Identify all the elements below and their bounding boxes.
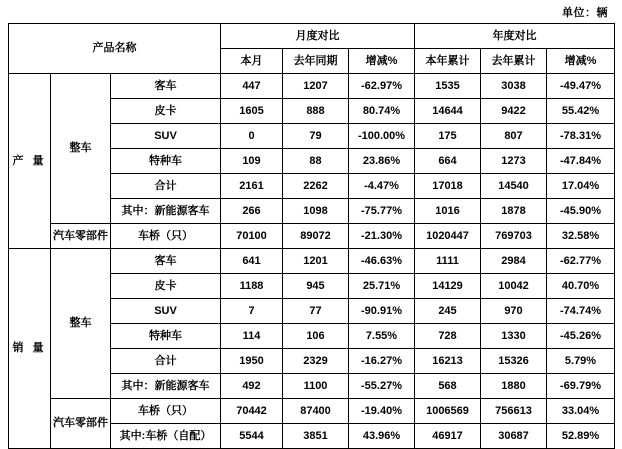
cell-value: 568 <box>415 374 481 399</box>
cell-value: 769703 <box>481 224 547 249</box>
cell-value: 32.58% <box>547 224 615 249</box>
cell-value: 43.96% <box>349 424 415 449</box>
subgroup-auto-parts-production: 汽车零部件 <box>51 224 111 249</box>
cell-value: -90.91% <box>349 299 415 324</box>
header-col-last-year-ytd: 去年累计 <box>481 49 547 74</box>
row-label: 客车 <box>111 74 221 99</box>
cell-value: 1111 <box>415 249 481 274</box>
cell-value: 114 <box>221 324 283 349</box>
unit-label: 单位：辆 <box>562 7 608 19</box>
cell-value: 30687 <box>481 424 547 449</box>
cell-value: 945 <box>283 274 349 299</box>
cell-value: 245 <box>415 299 481 324</box>
row-label: SUV <box>111 299 221 324</box>
table-row <box>9 74 615 99</box>
cell-value: 2329 <box>283 349 349 374</box>
row-label: SUV <box>111 124 221 149</box>
cell-value: 17018 <box>415 174 481 199</box>
cell-value: 2984 <box>481 249 547 274</box>
cell-value: 70442 <box>221 399 283 424</box>
header-col-change-year: 增减% <box>547 49 615 74</box>
cell-value: 3038 <box>481 74 547 99</box>
cell-value: 46917 <box>415 424 481 449</box>
table-header-row-group <box>9 24 615 49</box>
header-year-group: 年度对比 <box>415 24 615 49</box>
cell-value: 2262 <box>283 174 349 199</box>
cell-value: 70100 <box>221 224 283 249</box>
cell-value: -100.00% <box>349 124 415 149</box>
production-sales-table <box>8 23 615 449</box>
cell-value: 14129 <box>415 274 481 299</box>
cell-value: 3851 <box>283 424 349 449</box>
cell-value: 888 <box>283 99 349 124</box>
row-label: 其中：新能源客车 <box>111 374 221 399</box>
cell-value: 89072 <box>283 224 349 249</box>
cell-value: 641 <box>221 249 283 274</box>
cell-value: 40.70% <box>547 274 615 299</box>
cell-value: -46.63% <box>349 249 415 274</box>
row-label: 车桥（只） <box>111 399 221 424</box>
cell-value: -69.79% <box>547 374 615 399</box>
cell-value: 492 <box>221 374 283 399</box>
cell-value: 1100 <box>283 374 349 399</box>
cell-value: 1016 <box>415 199 481 224</box>
cell-value: -62.77% <box>547 249 615 274</box>
cell-value: 14540 <box>481 174 547 199</box>
cell-value: 17.04% <box>547 174 615 199</box>
cell-value: 1880 <box>481 374 547 399</box>
section-category-sales: 销 量 <box>9 249 51 449</box>
subgroup-auto-parts-sales: 汽车零部件 <box>51 399 111 449</box>
cell-value: 1207 <box>283 74 349 99</box>
cell-value: 447 <box>221 74 283 99</box>
cell-value: 7 <box>221 299 283 324</box>
cell-value: 175 <box>415 124 481 149</box>
cell-value: 15326 <box>481 349 547 374</box>
cell-value: -45.90% <box>547 199 615 224</box>
cell-value: 109 <box>221 149 283 174</box>
cell-value: 1330 <box>481 324 547 349</box>
cell-value: 1201 <box>283 249 349 274</box>
cell-value: 756613 <box>481 399 547 424</box>
cell-value: 1535 <box>415 74 481 99</box>
cell-value: 5.79% <box>547 349 615 374</box>
cell-value: -47.84% <box>547 149 615 174</box>
row-label: 车桥（只） <box>111 224 221 249</box>
cell-value: 1020447 <box>415 224 481 249</box>
header-col-same-period-last-year: 去年同期 <box>283 49 349 74</box>
cell-value: 52.89% <box>547 424 615 449</box>
cell-value: 33.04% <box>547 399 615 424</box>
header-product-name: 产品名称 <box>9 24 221 74</box>
cell-value: 5544 <box>221 424 283 449</box>
row-label: 特种车 <box>111 149 221 174</box>
cell-value: 77 <box>283 299 349 324</box>
cell-value: 1006569 <box>415 399 481 424</box>
cell-value: 807 <box>481 124 547 149</box>
cell-value: 1878 <box>481 199 547 224</box>
row-label: 皮卡 <box>111 99 221 124</box>
header-col-change-month: 增减% <box>349 49 415 74</box>
cell-value: -16.27% <box>349 349 415 374</box>
table-row <box>9 249 615 274</box>
cell-value: -21.30% <box>349 224 415 249</box>
cell-value: 1950 <box>221 349 283 374</box>
cell-value: 79 <box>283 124 349 149</box>
table-row <box>9 224 615 249</box>
cell-value: 14644 <box>415 99 481 124</box>
cell-value: 664 <box>415 149 481 174</box>
header-month-group: 月度对比 <box>221 24 415 49</box>
row-label: 合计 <box>111 349 221 374</box>
cell-value: 106 <box>283 324 349 349</box>
cell-value: 87400 <box>283 399 349 424</box>
cell-value: 266 <box>221 199 283 224</box>
cell-value: 1098 <box>283 199 349 224</box>
row-label: 其中:车桥（自配） <box>111 424 221 449</box>
cell-value: 0 <box>221 124 283 149</box>
cell-value: -45.26% <box>547 324 615 349</box>
header-col-ytd: 本年累计 <box>415 49 481 74</box>
cell-value: -55.27% <box>349 374 415 399</box>
cell-value: -19.40% <box>349 399 415 424</box>
cell-value: -74.74% <box>547 299 615 324</box>
row-label: 合计 <box>111 174 221 199</box>
cell-value: -62.97% <box>349 74 415 99</box>
cell-value: -75.77% <box>349 199 415 224</box>
row-label: 客车 <box>111 249 221 274</box>
cell-value: 25.71% <box>349 274 415 299</box>
section-category-production: 产 量 <box>9 74 51 249</box>
subgroup-vehicle-production: 整车 <box>51 74 111 224</box>
cell-value: -4.47% <box>349 174 415 199</box>
cell-value: 970 <box>481 299 547 324</box>
cell-value: -78.31% <box>547 124 615 149</box>
cell-value: 728 <box>415 324 481 349</box>
cell-value: -49.47% <box>547 74 615 99</box>
cell-value: 1605 <box>221 99 283 124</box>
cell-value: 80.74% <box>349 99 415 124</box>
table-row <box>9 399 615 424</box>
cell-value: 23.86% <box>349 149 415 174</box>
cell-value: 1188 <box>221 274 283 299</box>
cell-value: 2161 <box>221 174 283 199</box>
row-label: 皮卡 <box>111 274 221 299</box>
cell-value: 10042 <box>481 274 547 299</box>
cell-value: 1273 <box>481 149 547 174</box>
cell-value: 16213 <box>415 349 481 374</box>
row-label: 其中：新能源客车 <box>111 199 221 224</box>
subgroup-vehicle-sales: 整车 <box>51 249 111 399</box>
cell-value: 55.42% <box>547 99 615 124</box>
cell-value: 88 <box>283 149 349 174</box>
row-label: 特种车 <box>111 324 221 349</box>
header-col-month: 本月 <box>221 49 283 74</box>
cell-value: 9422 <box>481 99 547 124</box>
cell-value: 7.55% <box>349 324 415 349</box>
